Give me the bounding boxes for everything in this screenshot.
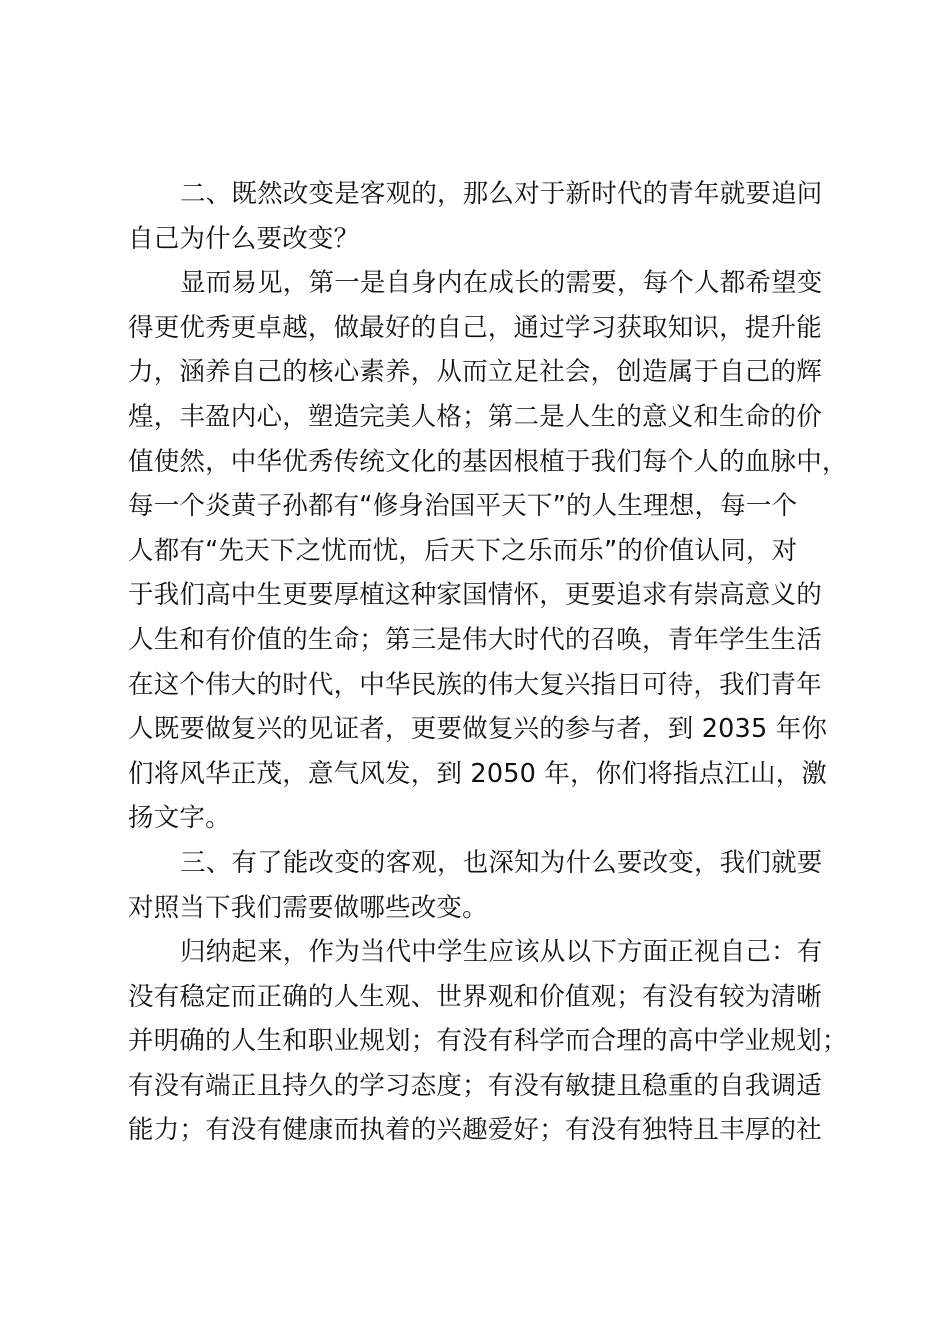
- text-line: 力，涵养自己的核心素养，从而立足社会，创造属于自己的辉: [128, 357, 822, 388]
- text-line: 每一个炎黄子孙都有“修身治国平天下”的人生理想，每一个: [128, 491, 798, 522]
- text-line: 显而易见，第一是自身内在成长的需要，每个人都希望变: [180, 268, 823, 299]
- text-line: 能力；有没有健康而执着的兴趣爱好；有没有独特且丰厚的社: [128, 1115, 822, 1146]
- text-line: 于我们高中生更要厚植这种家国情怀，更要追求有崇高意义的: [128, 580, 822, 611]
- text-line: 们将风华正茂，意气风发，到 2050 年，你们将指点江山，激: [128, 758, 828, 789]
- body-text: [128, 172, 858, 1153]
- text-line: 人生和有价值的生命；第三是伟大时代的召唤，青年学生生活: [128, 624, 822, 655]
- text-line: 煌，丰盈内心，塑造完美人格；第二是人生的意义和生命的价: [128, 401, 822, 432]
- text-line: 归纳起来，作为当代中学生应该从以下方面正视自己：有: [180, 937, 823, 968]
- text-line: 人既要做复兴的见证者，更要做复兴的参与者，到 2035 年你: [128, 714, 828, 745]
- text-line: 自己为什么要改变？: [128, 223, 360, 254]
- text-line: 有没有端正且持久的学习态度；有没有敏捷且稳重的自我调适: [128, 1070, 822, 1101]
- text-line: 得更优秀更卓越，做最好的自己，通过学习获取知识，提升能: [128, 312, 822, 343]
- text-line: 在这个伟大的时代，中华民族的伟大复兴指日可待，我们青年: [128, 669, 822, 700]
- text-line: 没有稳定而正确的人生观、世界观和价值观；有没有较为清晰: [128, 981, 822, 1012]
- text-line: 三、有了能改变的客观，也深知为什么要改变，我们就要: [180, 847, 823, 878]
- text-line: 人都有“先天下之忧而忧，后天下之乐而乐”的价值认同，对: [128, 535, 798, 566]
- text-line: 值使然，中华优秀传统文化的基因根植于我们每个人的血脉中，: [128, 446, 848, 477]
- text-line: 扬文字。: [128, 803, 231, 834]
- text-line: 二、既然改变是客观的，那么对于新时代的青年就要追问: [180, 179, 823, 209]
- text-line: 对照当下我们需要做哪些改变。: [128, 892, 488, 923]
- text-line: 并明确的人生和职业规划；有没有科学而合理的高中学业规划；: [128, 1026, 848, 1057]
